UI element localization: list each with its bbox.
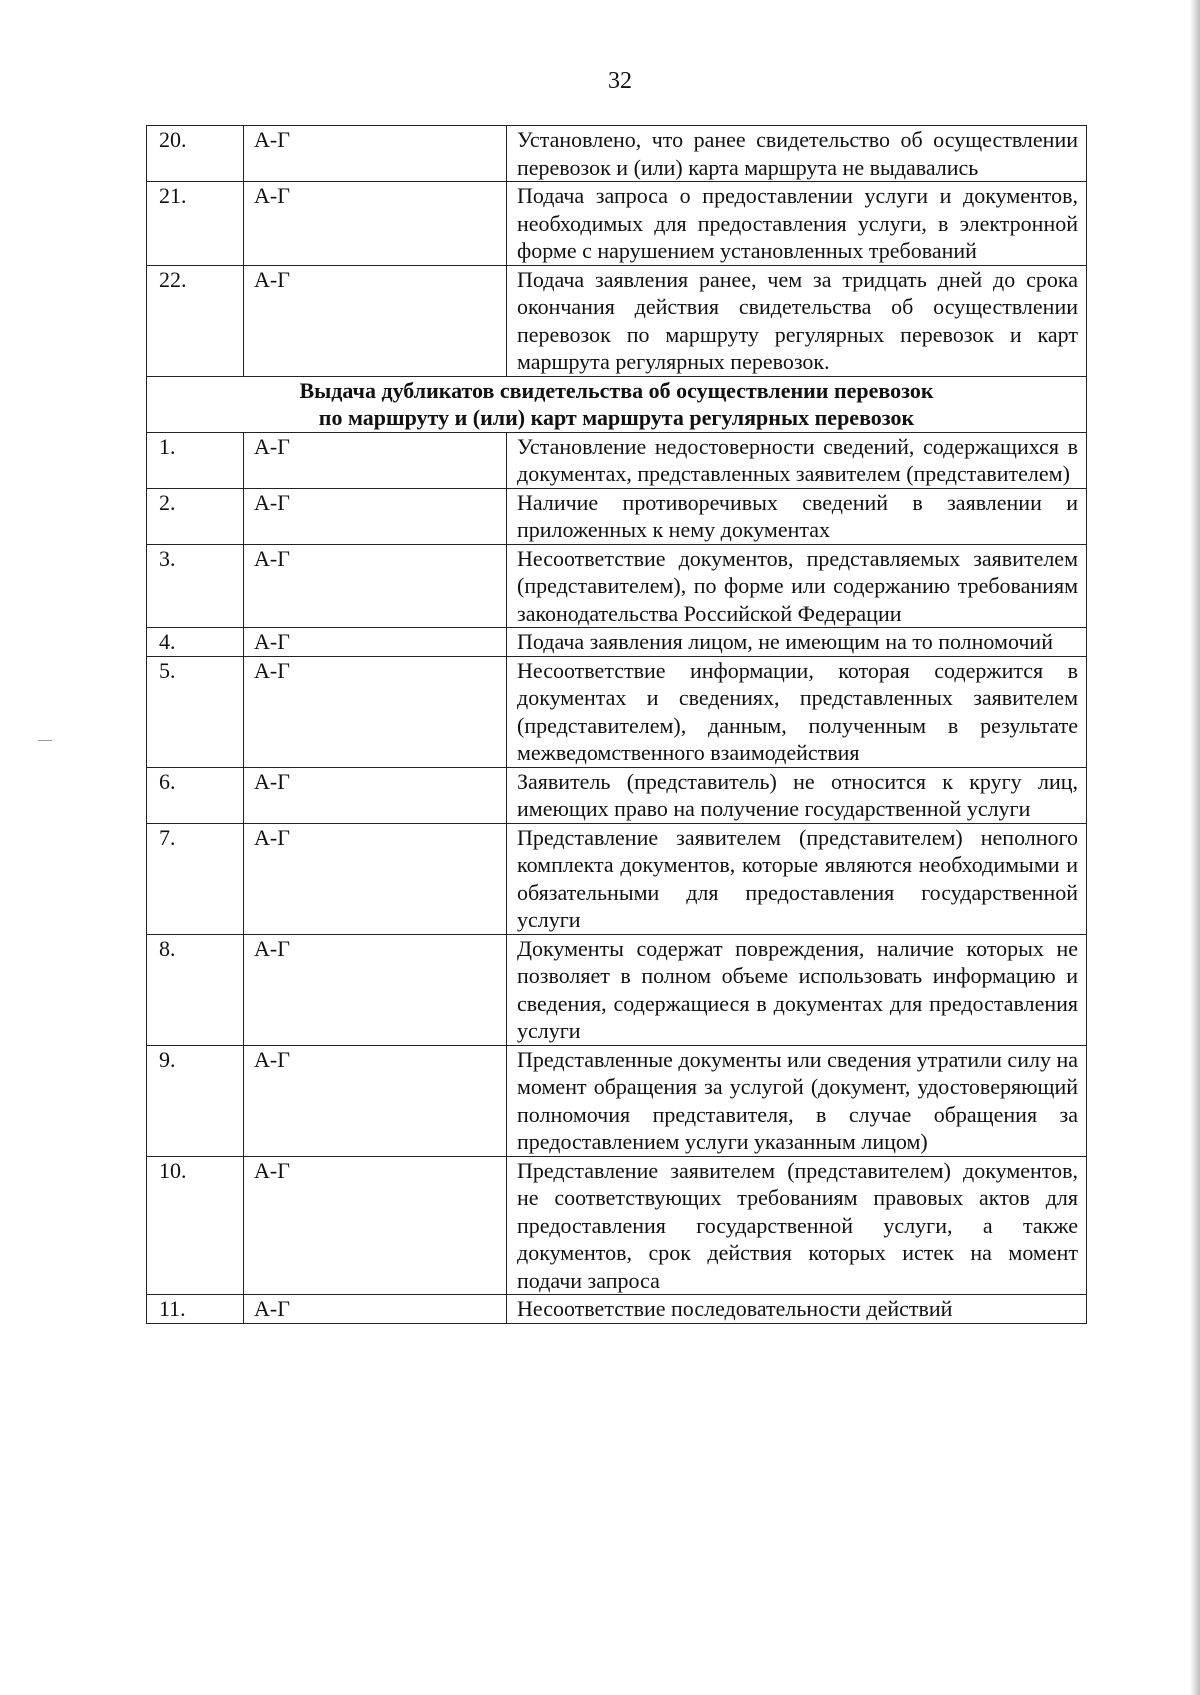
row-text: Представление заявителем (представителем) неполного комплекта документов, которые являются необходимыми и обязательными для предоставления государственной услуги xyxy=(507,823,1087,934)
row-number: 1. xyxy=(147,432,244,488)
table-row xyxy=(147,1156,1087,1295)
row-code: А-Г xyxy=(244,182,507,266)
row-number: 20. xyxy=(147,126,244,182)
scan-edge-shadow xyxy=(1190,0,1200,1695)
scan-artifact xyxy=(38,740,52,741)
row-number: 11. xyxy=(147,1295,244,1324)
row-text: Наличие противоречивых сведений в заявлении и приложенных к нему документах xyxy=(507,488,1087,544)
row-code: А-Г xyxy=(244,126,507,182)
table-row xyxy=(147,628,1087,657)
row-code: А-Г xyxy=(244,488,507,544)
row-code: А-Г xyxy=(244,934,507,1045)
table-row xyxy=(147,823,1087,934)
table-row xyxy=(147,432,1087,488)
table-row xyxy=(147,1045,1087,1156)
row-code: А-Г xyxy=(244,823,507,934)
row-text: Несоответствие последовательности действий xyxy=(507,1295,1087,1324)
section-heading-line: по маршруту и (или) карт маршрута регулярных перевозок xyxy=(318,405,915,430)
row-text: Подача заявления ранее, чем за тридцать дней до срока окончания действия свидетельства об осуществлении перевозок по маршруту регулярных перевозок и карт маршрута регулярных перевозок. xyxy=(507,265,1087,376)
row-number: 4. xyxy=(147,628,244,657)
row-text: Представленные документы или сведения утратили силу на момент обращения за услугой (документ, удостоверяющий полномочия представителя, в случае обращения за предоставлением услуги указанным лицом) xyxy=(507,1045,1087,1156)
row-text: Документы содержат повреждения, наличие которых не позволяет в полном объеме использовать информацию и сведения, содержащиеся в документах для предоставления услуги xyxy=(507,934,1087,1045)
row-code: А-Г xyxy=(244,628,507,657)
row-code: А-Г xyxy=(244,767,507,823)
row-number: 6. xyxy=(147,767,244,823)
table-row xyxy=(147,182,1087,266)
row-text: Подача запроса о предоставлении услуги и документов, необходимых для предоставления услуги, в электронной форме с нарушением установленных требований xyxy=(507,182,1087,266)
row-number: 5. xyxy=(147,656,244,767)
section-heading-row xyxy=(147,376,1087,432)
table-row xyxy=(147,934,1087,1045)
row-number: 3. xyxy=(147,544,244,628)
table-row xyxy=(147,544,1087,628)
section-heading xyxy=(147,376,1087,432)
row-code: А-Г xyxy=(244,432,507,488)
row-text: Установление недостоверности сведений, содержащихся в документах, представленных заявителем (представителем) xyxy=(507,432,1087,488)
page-number: 32 xyxy=(608,68,632,94)
row-number: 22. xyxy=(147,265,244,376)
row-code: А-Г xyxy=(244,656,507,767)
section-heading-line: Выдача дубликатов свидетельства об осуществлении перевозок xyxy=(299,377,934,403)
row-code: А-Г xyxy=(244,265,507,376)
table-row xyxy=(147,488,1087,544)
row-text: Установлено, что ранее свидетельство об осуществлении перевозок и (или) карта маршрута не выдавались xyxy=(507,126,1087,182)
table-row xyxy=(147,656,1087,767)
row-text: Несоответствие информации, которая содержится в документах и сведениях, представленных заявителем (представителем), данным, полученным в результате межведомственного взаимодействия xyxy=(507,656,1087,767)
row-number: 7. xyxy=(147,823,244,934)
row-text: Представление заявителем (представителем) документов, не соответствующих требованиям правовых актов для предоставления государственной услуги, а также документов, срок действия которых истек на момент подачи запроса xyxy=(507,1156,1087,1295)
table-row xyxy=(147,126,1087,182)
row-code: А-Г xyxy=(244,544,507,628)
table-row xyxy=(147,1295,1087,1324)
row-code: А-Г xyxy=(244,1156,507,1295)
row-number: 8. xyxy=(147,934,244,1045)
row-code: А-Г xyxy=(244,1295,507,1324)
row-text: Подача заявления лицом, не имеющим на то полномочий xyxy=(507,628,1087,657)
row-code: А-Г xyxy=(244,1045,507,1156)
row-number: 2. xyxy=(147,488,244,544)
row-number: 9. xyxy=(147,1045,244,1156)
table-row xyxy=(147,265,1087,376)
row-number: 10. xyxy=(147,1156,244,1295)
row-text: Заявитель (представитель) не относится к кругу лиц, имеющих право на получение государственной услуги xyxy=(507,767,1087,823)
grounds-table xyxy=(146,125,1087,1324)
table-row xyxy=(147,767,1087,823)
row-text: Несоответствие документов, представляемых заявителем (представителем), по форме или содержанию требованиям законодательства Российской Федерации xyxy=(507,544,1087,628)
row-number: 21. xyxy=(147,182,244,266)
